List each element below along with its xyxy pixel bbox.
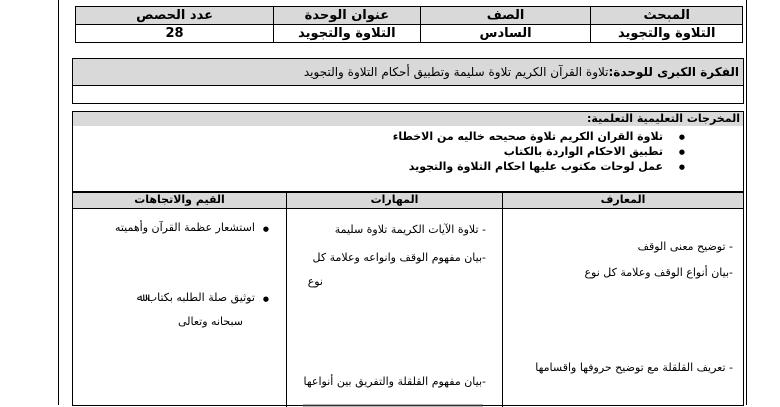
knowledge-item: - توضيح معنى الوقف — [637, 240, 733, 253]
header-lesson-count: عدد الحصص — [76, 7, 274, 25]
unit-info-value-row — [76, 25, 743, 43]
values-item: سبحانه وتعالى — [178, 315, 243, 328]
outcomes-title-bar — [73, 112, 743, 126]
unit-info-header-row — [76, 7, 743, 25]
header-unit-title: عنوان الوحدة — [274, 7, 421, 25]
outcome-item: ● عمل لوحات مكتوب عليها احكام التلاوة والتجويد — [393, 160, 663, 175]
value-lesson-count: 28 — [76, 25, 274, 43]
page-right-border — [746, 0, 747, 405]
skills-item: نوع — [307, 275, 323, 288]
outcomes-box — [72, 111, 744, 192]
big-idea-line — [304, 65, 739, 79]
column-divider — [502, 193, 503, 407]
outcome-item: ● تلاوة القران الكريم تلاوة صحيحه خاليه من الاخطاء — [393, 130, 663, 145]
skills-item: -بيان مفهوم القلقلة والتفريق بين أنواعها — [303, 375, 486, 388]
outcomes-title: المخرجات التعليمية التعلمية: — [587, 112, 740, 125]
header-grade: الصف — [420, 7, 591, 25]
unit-info-table — [75, 6, 743, 43]
skills-item: -بيان مفهوم الوقف وانواعه وعلامة كل — [312, 251, 486, 264]
big-idea-text: تلاوة القرآن الكريم تلاوة سليمة وتطبيق أحكام التلاوة والتجويد — [303, 65, 609, 79]
page-left-border — [58, 0, 59, 405]
big-idea-box — [72, 58, 744, 86]
values-item: ● توثيق صلة الطلبه بكتاب ﷲ — [137, 291, 269, 304]
outcome-item: ● تطبيق الاحكام الواردة بالكتاب — [393, 145, 663, 160]
outcomes-list — [393, 130, 663, 175]
header-values: القيم والاتجاهات — [134, 193, 225, 206]
value-grade: السادس — [420, 25, 591, 43]
big-idea-blank-row — [72, 85, 744, 104]
header-subject: المبحث — [591, 7, 743, 25]
value-unit-title: التلاوة والتجويد — [274, 25, 421, 43]
knowledge-item: - تعريف القلقلة مع توضيح حروفها واقسامها — [535, 361, 733, 374]
skills-item: - تلاوة الآيات الكريمة تلاوة سليمة — [334, 223, 486, 236]
objectives-table — [72, 192, 744, 406]
values-item: ● استشعار عظمة القرآن وأهميته — [115, 221, 269, 234]
header-knowledge: المعارف — [600, 193, 646, 206]
header-skills: المهارات — [370, 193, 419, 206]
big-idea-label: الفكرة الكبرى للوحدة: — [608, 65, 739, 79]
value-subject: التلاوة والتجويد — [591, 25, 743, 43]
skills-item-cut — [303, 399, 483, 407]
column-divider — [286, 193, 287, 407]
knowledge-item: -بيان أنواع الوقف وعلامة كل نوع — [584, 266, 733, 279]
